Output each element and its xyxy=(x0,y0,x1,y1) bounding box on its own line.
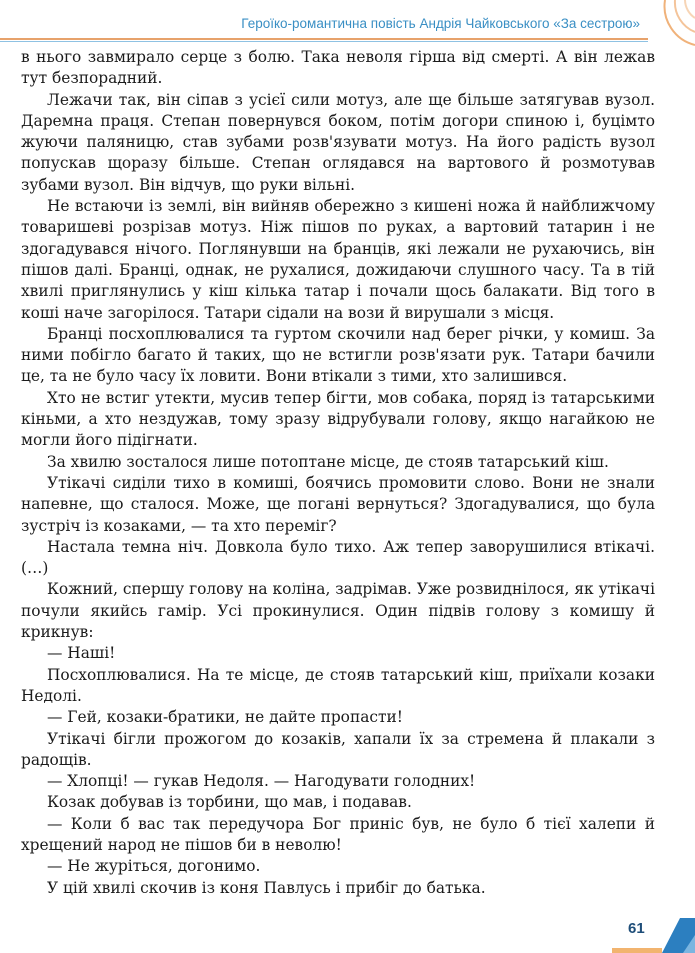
paragraph: в нього завмирало серце з болю. Така неволя гірша від смерті. А він лежав тут безпорадний. xyxy=(21,48,655,88)
story-text xyxy=(21,47,655,899)
page-header xyxy=(0,0,695,42)
header-rule-orange xyxy=(0,38,648,40)
running-header-title: Героїко-романтична повість Андрія Чайковського «За сестрою» xyxy=(241,16,640,31)
header-rule-blue xyxy=(0,41,648,42)
dialogue-line: — Гей, козаки-братики, не дайте пропасти! xyxy=(47,708,403,727)
dialogue-line: — Наші! xyxy=(47,644,116,663)
dialogue-line: — Не журіться, догонимо. xyxy=(47,857,261,876)
footer-decoration xyxy=(0,913,695,953)
paragraph: За хвилю зосталося лише потоптане місце, де стояв татарський кіш. xyxy=(47,452,609,471)
dialogue-line: — Коли б вас так передучора Бог приніс був, не було б тієї халепи й хрещений народ не пішов би в неволю! xyxy=(21,814,655,854)
footer-orange-bar xyxy=(612,948,662,953)
page-number: 61 xyxy=(628,920,645,937)
paragraph: Козак добував із торбини, що мав, і подавав. xyxy=(47,793,412,812)
paragraph: Настала темна ніч. Довкола було тихо. Аж тепер заворушилися втікачі. (…) xyxy=(21,537,655,578)
paragraph: Кожний, спершу голову на коліна, задрімав. Уже розвиднілося, як утікачі почули якийсь гамір. Усі прокинулися. Один підвів голову з комишу й крикнув: xyxy=(21,580,655,642)
paragraph: У цій хвилі скочив із коня Павлусь і прибіг до батька. xyxy=(47,878,486,897)
paragraph: Посхоплювалися. На те місце, де стояв татарський кіш, приїхали козаки Недолі. xyxy=(21,665,655,705)
paragraph: Лежачи так, він сіпав з усієї сили мотуз, але ще більше затягував вузол. Даремна праця. Степан повернувся боком, потім догори спиною і, буцімто жуючи паляницю, став зубами розв'язувати мотуз. На його радість вузол попускав щоразу більше. Степан оглядався на вартового й розмотував зубами вузол. Він відчув, що руки вільні. xyxy=(21,90,655,194)
paragraph: Не встаючи із землі, він вийняв обережно з кишені ножа й найближчому товаришеві розрізав мотуз. Ніж пішов по руках, а вартовий татарин і не здогадувався нічого. Поглянувши на бранців, які лежали не рухаючись, він пішов далі. Бранці, однак, не рухалися, дожидаючи слушного часу. Та в тій хвилі приглянулись у кіш кілька татар і почали щось балакати. Від того в коші наче загорілося. Татари сідали на вози й вирушали з місця. xyxy=(21,197,655,322)
paragraph: Хто не встиг утекти, мусив тепер бігти, мов собака, поряд із татарськими кіньми, а хто нездужав, тому зразу відрубували голову, якщо нагайкою не могли його підігнати. xyxy=(21,388,655,450)
paragraph: Утікачі бігли прожогом до козаків, хапали їх за стремена й плакали з радощів. xyxy=(21,729,655,769)
paragraph: Утікачі сиділи тихо в комиші, боячись промовити слово. Вони не знали напевне, що сталося. Може, ще погані вернуться? Здогадувалися, що була зустріч із козаками, — та хто переміг? xyxy=(21,473,655,535)
dialogue-line: — Хлопці! — гукав Недоля. — Нагодувати голодних! xyxy=(47,772,476,791)
paragraph: Бранці посхоплювалися та гуртом скочили над берег річки, у комиш. За ними побігло багато й таких, що не встигли розв'язати рук. Татари бачили це, та не було часу їх ловити. Вони втікали з тими, хто залишився. xyxy=(21,324,655,386)
